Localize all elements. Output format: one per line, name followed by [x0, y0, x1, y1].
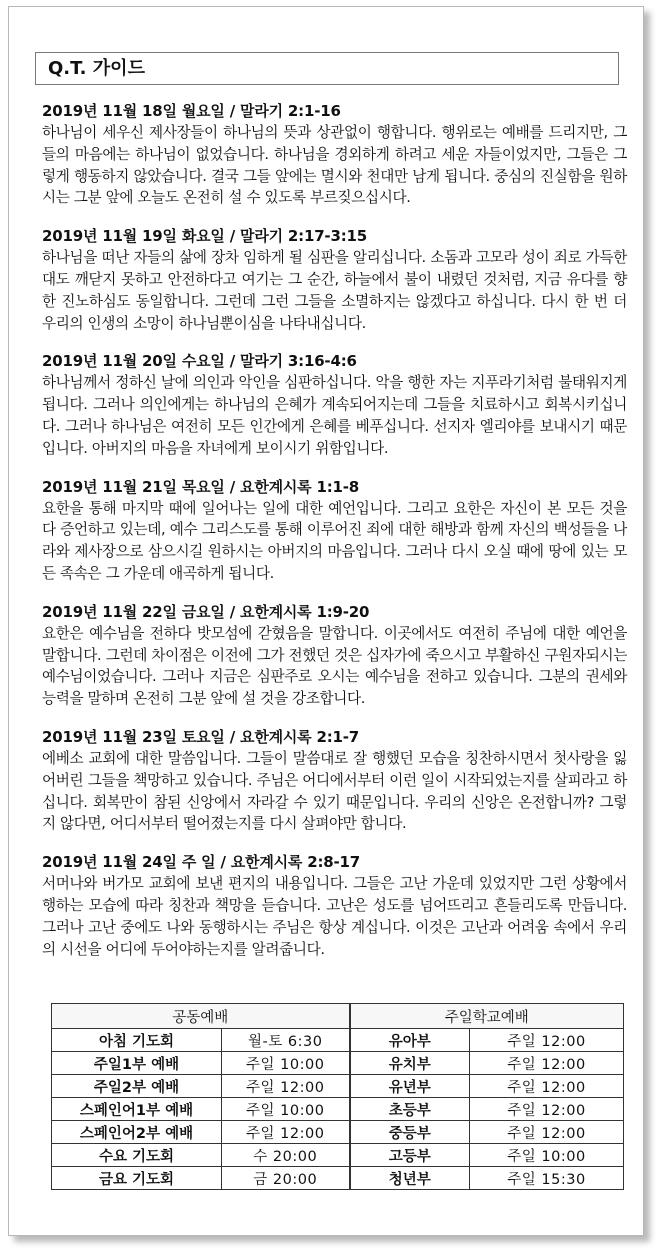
main-worship-header: 공동예배 — [52, 1004, 350, 1029]
worship-schedule-table — [51, 1003, 624, 1190]
department-name: 유년부 — [350, 1075, 470, 1098]
entry-body: 에베소 교회에 대한 말씀입니다. 그들이 말씀대로 잘 행했던 모습을 칭찬하시면서 첫사랑을 잃어버린 그들을 책망하고 있습니다. 주님은 어디에서부터 이런 일이 시작되었는지를 살피라고 하십니다. 회복만이 참된 신앙에서 자라갈 수 있기 때문입니다. 우리의 신앙은 온전합니까? 그렇지 않다면, 어디서부터 떨어졌는지를 다시 살펴야만 합니다. — [42, 749, 627, 833]
department-name: 유아부 — [350, 1029, 470, 1052]
service-name: 스페인어1부 예배 — [52, 1098, 222, 1121]
entry-title: 2019년 11월 20일 수요일 / 말라기 3:16-4:6 — [42, 352, 357, 371]
service-time: 주일 10:00 — [222, 1098, 350, 1121]
table-row — [52, 1075, 624, 1098]
department-name: 중등부 — [350, 1121, 470, 1144]
department-time: 주일 10:00 — [470, 1144, 624, 1167]
department-time: 주일 12:00 — [470, 1075, 624, 1098]
table-row — [52, 1029, 624, 1052]
service-time: 주일 12:00 — [222, 1121, 350, 1144]
service-name: 아침 기도회 — [52, 1029, 222, 1052]
bulletin-page — [8, 6, 644, 1236]
service-time: 월-토 6:30 — [222, 1029, 350, 1052]
entry-title: 2019년 11월 18일 월요일 / 말라기 2:1-16 — [42, 102, 341, 120]
service-name: 금요 기도회 — [52, 1167, 222, 1190]
qt-entry — [42, 601, 627, 710]
service-time: 수 20:00 — [222, 1144, 350, 1167]
qt-entries — [42, 100, 627, 976]
entry-body: 하나님을 떠난 자들의 삶에 장차 임하게 될 심판을 알리십니다. 소돔과 고모라 성이 죄로 가득한대도 깨닫지 못하고 안전하다고 여기는 그 순간, 하늘에서 불이 내렸던 것처럼, 지금 유다를 향한 진노하심도 동일합니다. 그런데 그런 그들을 소멸하지는 않겠다고 하십니다. 다시 한 번 더 우리의 인생의 소망이 하나님뿐이심을 나타내십니다. — [42, 249, 627, 332]
qt-entry — [42, 350, 627, 459]
table-row — [52, 1121, 624, 1144]
service-name: 스페인어2부 예배 — [52, 1121, 222, 1144]
department-time: 주일 12:00 — [470, 1098, 624, 1121]
entry-title: 2019년 11월 19일 화요일 / 말라기 2:17-3:15 — [42, 227, 367, 246]
entry-body: 서머나와 버가모 교회에 보낸 편지의 내용입니다. 그들은 고난 가운데 있었지만 그런 상황에서 행하는 모습에 따라 칭찬과 책망을 듣습니다. 고난은 성도를 넘어뜨리고 흔들리도록 만듭니다. 그러나 고난 중에도 나와 동행하시는 주님은 항상 계십니다. 이것은 고난과 어려움 속에서 우리의 시선을 어디에 두어야하는지를 알려줍니다. — [42, 875, 627, 958]
service-name: 주일1부 예배 — [52, 1052, 222, 1075]
department-time: 주일 12:00 — [470, 1121, 624, 1144]
department-name: 고등부 — [350, 1144, 470, 1167]
entry-body: 요한은 예수님을 전하다 밧모섬에 갇혔음을 말합니다. 이곳에서도 여전히 주님에 대한 예언을 말합니다. 그런데 차이점은 이전에 그가 전했던 것은 십자가에 죽으시고 부활하신 구원자되시는 예수님이었습니다. 그러나 지금은 심판주로 오시는 예수님을 전하고 있습니다. 그분의 권세와 능력을 말하며 온전히 그분 앞에 설 것을 강조합니다. — [42, 624, 627, 708]
department-time: 주일 12:00 — [470, 1029, 624, 1052]
qt-entry — [42, 851, 627, 960]
department-time: 주일 15:30 — [470, 1167, 624, 1190]
qt-guide-header: Q.T. 가이드 — [35, 52, 619, 85]
entry-title: 2019년 11월 22일 금요일 / 요한계시록 1:9-20 — [42, 602, 370, 621]
entry-title: 2019년 11월 23일 토요일 / 요한계시록 2:1-7 — [42, 727, 360, 746]
entry-body: 요한을 통해 마지막 때에 일어나는 일에 대한 예언입니다. 그리고 요한은 자신이 본 모든 것을 다 증언하고 있는데, 예수 그리스도를 통해 이루어진 죄에 대한 해방과 함께 자신의 백성들을 나라와 제사장으로 삼으시길 원하시는 아버지의 마음입니다. 그러나 다시 오실 때에 땅에 있는 모든 족속은 그 가운데 애곡하게 됩니다. — [42, 499, 627, 582]
qt-entry — [42, 476, 627, 585]
table-row — [52, 1052, 624, 1075]
department-name: 청년부 — [350, 1167, 470, 1190]
qt-entry — [42, 726, 627, 835]
qt-entry — [42, 225, 627, 334]
qt-entry — [42, 100, 627, 209]
table-row — [52, 1144, 624, 1167]
department-time: 주일 12:00 — [470, 1052, 624, 1075]
entry-title: 2019년 11월 21일 목요일 / 요한계시록 1:1-8 — [42, 477, 360, 496]
department-name: 유치부 — [350, 1052, 470, 1075]
service-name: 수요 기도회 — [52, 1144, 222, 1167]
service-time: 주일 10:00 — [222, 1052, 350, 1075]
table-row — [52, 1098, 624, 1121]
entry-title: 2019년 11월 24일 주 일 / 요한계시록 2:8-17 — [42, 853, 361, 872]
service-name: 주일2부 예배 — [52, 1075, 222, 1098]
service-time: 금 20:00 — [222, 1167, 350, 1190]
table-row — [52, 1167, 624, 1190]
entry-body: 하나님이 세우신 제사장들이 하나님의 뜻과 상관없이 행합니다. 행위로는 예배를 드리지만, 그들의 마음에는 하나님이 없었습니다. 하나님을 경외하게 하려고 세운 자들이었지만, 그들은 그렇게 행동하지 않았습니다. 결국 그들 앞에는 멸시와 천대만 남게 됩니다. 중심의 진실함을 원하시는 그분 앞에 오늘도 온전히 설 수 있도록 부르짖으십시다. — [42, 124, 627, 207]
department-name: 초등부 — [350, 1098, 470, 1121]
schedule-header-row — [52, 1004, 624, 1029]
sunday-school-header: 주일학교예배 — [350, 1004, 624, 1029]
entry-body: 하나님께서 정하신 날에 의인과 악인을 심판하십니다. 악을 행한 자는 지푸라기처럼 불태워지게 됩니다. 그러나 의인에게는 하나님의 은혜가 계속되어지는데 그들을 치료하시고 회복시키십니다. 그러나 하나님은 여전히 모든 인간에게 은혜를 베푸십니다. 선지자 엘리야를 보내시기 때문입니다. 아버지의 마음을 자녀에게 보이시기 위함입니다. — [42, 374, 627, 457]
service-time: 주일 12:00 — [222, 1075, 350, 1098]
